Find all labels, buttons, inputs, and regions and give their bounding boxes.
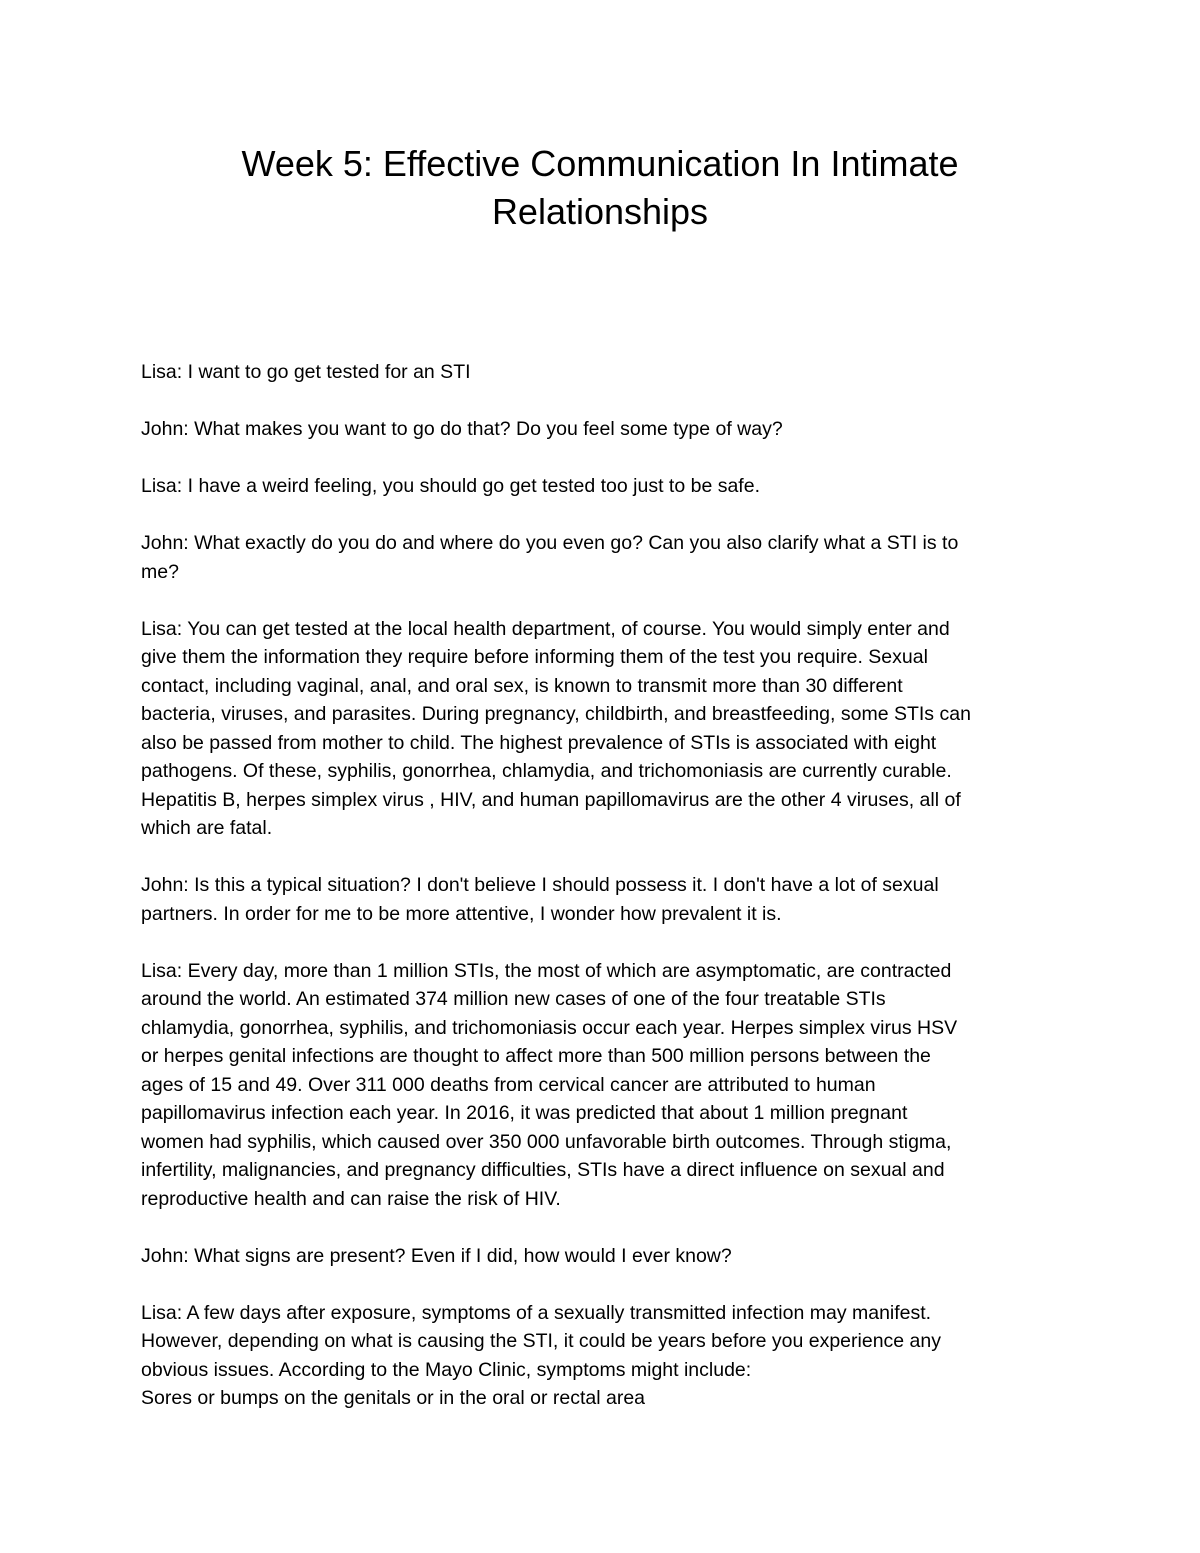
text-line: John: What makes you want to go do that? Do you feel some type of way? bbox=[141, 418, 783, 440]
text-line: around the world. An estimated 374 million new cases of one of the four treatable STIs bbox=[141, 988, 886, 1010]
text-line: Lisa: A few days after exposure, symptoms of a sexually transmitted infection may manifest. bbox=[141, 1301, 932, 1324]
title-line: Week 5: Effective Communication In Intimate bbox=[241, 143, 959, 184]
text-line: women had syphilis, which caused over 350 000 unfavorable birth outcomes. Through stigma, bbox=[141, 1130, 952, 1153]
dialogue-paragraph bbox=[141, 472, 1066, 501]
dialogue-paragraph bbox=[141, 358, 1066, 387]
text-line: or herpes genital infections are thought to affect more than 500 million persons between the bbox=[141, 1045, 931, 1067]
text-line: also be passed from mother to child. The highest prevalence of STIs is associated with eight bbox=[141, 731, 937, 754]
dialogue-paragraph bbox=[141, 415, 1066, 444]
text-line: me? bbox=[141, 560, 179, 583]
text-line: Hepatitis B, herpes simplex virus , HIV, and human papillomavirus are the other 4 viruses, all of bbox=[141, 788, 961, 811]
text-line: ages of 15 and 49. Over 311 000 deaths from cervical cancer are attributed to human bbox=[141, 1073, 876, 1096]
title-line: Relationships bbox=[491, 191, 709, 232]
document-body bbox=[141, 358, 1066, 1413]
dialogue-paragraph bbox=[141, 957, 1066, 1214]
text-line: However, depending on what is causing the STI, it could be years before you experience any bbox=[141, 1330, 941, 1352]
text-line: John: What signs are present? Even if I did, how would I ever know? bbox=[141, 1244, 732, 1267]
text-line: infertility, malignancies, and pregnancy difficulties, STIs have a direct influence on sexual and bbox=[141, 1159, 945, 1181]
text-line: Lisa: I want to go get tested for an STI bbox=[141, 361, 471, 383]
text-line: partners. In order for me to be more attentive, I wonder how prevalent it is. bbox=[141, 902, 782, 925]
text-line: papillomavirus infection each year. In 2016, it was predicted that about 1 million pregnant bbox=[141, 1102, 908, 1124]
text-line: pathogens. Of these, syphilis, gonorrhea, chlamydia, and trichomoniasis are currently curable. bbox=[141, 760, 952, 782]
text-line: chlamydia, gonorrhea, syphilis, and trichomoniasis occur each year. Herpes simplex virus HSV bbox=[141, 1016, 958, 1039]
text-line: reproductive health and can raise the risk of HIV. bbox=[141, 1187, 561, 1210]
text-line: Lisa: Every day, more than 1 million STIs, the most of which are asymptomatic, are contracted bbox=[141, 959, 952, 982]
dialogue-paragraph bbox=[141, 1242, 1066, 1271]
document-title bbox=[150, 140, 1050, 236]
text-line: bacteria, viruses, and parasites. During pregnancy, childbirth, and breastfeeding, some STIs can bbox=[141, 703, 971, 725]
text-line: Sores or bumps on the genitals or in the oral or rectal area bbox=[141, 1387, 646, 1409]
dialogue-paragraph bbox=[141, 529, 1066, 586]
text-line: which are fatal. bbox=[141, 817, 273, 839]
dialogue-paragraph bbox=[141, 1299, 1066, 1413]
text-line: obvious issues. According to the Mayo Clinic, symptoms might include: bbox=[141, 1358, 752, 1381]
text-line: contact, including vaginal, anal, and oral sex, is known to transmit more than 30 different bbox=[141, 674, 903, 697]
dialogue-paragraph bbox=[141, 871, 1066, 928]
text-line: Lisa: You can get tested at the local health department, of course. You would simply enter and bbox=[141, 617, 950, 640]
text-line: Lisa: I have a weird feeling, you should go get tested too just to be safe. bbox=[141, 475, 760, 497]
text-line: John: What exactly do you do and where do you even go? Can you also clarify what a STI is to bbox=[141, 532, 959, 554]
dialogue-paragraph bbox=[141, 615, 1066, 843]
text-line: give them the information they require before informing them of the test you require. Sexual bbox=[141, 646, 928, 668]
text-line: John: Is this a typical situation? I don't believe I should possess it. I don't have a lot of sexual bbox=[141, 874, 939, 896]
